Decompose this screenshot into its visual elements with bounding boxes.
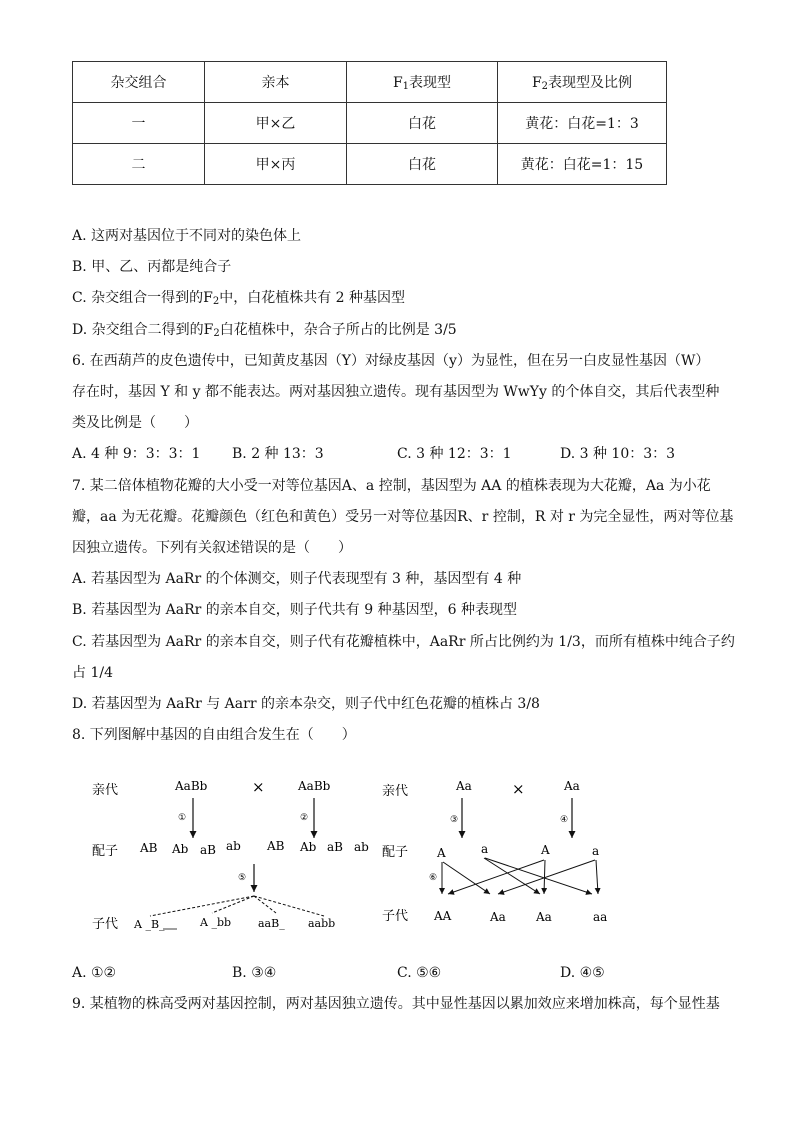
q7-option-c-line1: C. 若基因型为 AaRr 的亲本自交，则子代有花瓣植株中，AaRr 所占比例约为 1/3，而所有植株中纯合子约	[72, 634, 735, 650]
left-cross-sign: ×	[252, 778, 265, 796]
cell-f1: 白花	[347, 103, 498, 144]
left-offspring: A _B_	[134, 918, 165, 931]
q8-option-b: B. ③④	[232, 965, 277, 981]
left-step-2: ②	[300, 813, 309, 823]
cell-f2: 黄花：白花=1：3	[498, 103, 667, 144]
q7-option-b: B. 若基因型为 AaRr 的亲本自交，则子代共有 9 种基因型，6 种表现型	[72, 602, 517, 618]
header-cross-group: 杂交组合	[73, 62, 205, 103]
cell-group: 一	[73, 103, 205, 144]
left-gamete: Ab	[300, 840, 317, 854]
right-gamete: a	[481, 842, 489, 856]
right-step-4: ④	[560, 815, 569, 825]
header-f2-phenotype-ratio: $F_2$表现型及比例	[498, 62, 667, 103]
q6-stem-line2: 存在时，基因 Y 和 y 都不能表达。两对基因独立遗传。现有基因型为 WwYy 的个体自交，其后代表型种	[72, 384, 720, 400]
q8-option-a: A. ①②	[72, 965, 117, 981]
left-offspring: A _bb	[200, 916, 232, 929]
right-offspring: Aa	[536, 910, 552, 924]
table-row	[73, 144, 667, 185]
cell-parents: 甲×丙	[205, 144, 347, 185]
left-label-parent: 亲代	[92, 783, 119, 798]
right-combination-arrows	[442, 858, 598, 894]
table-row	[73, 103, 667, 144]
table-header-row	[73, 62, 667, 103]
right-step-3: ③	[450, 815, 459, 825]
q8-option-c: C. ⑤⑥	[397, 965, 442, 981]
header-parents: 亲本	[205, 62, 347, 103]
right-step-6: ⑥	[429, 873, 438, 883]
left-parent-1: AaBb	[175, 779, 208, 793]
right-label-gamete: 配子	[382, 845, 409, 860]
left-gamete: aB	[327, 840, 343, 854]
q7-option-c-line2: 占 1/4	[72, 665, 113, 681]
left-step-5: ⑤	[238, 873, 247, 883]
left-parent-2: AaBb	[298, 779, 331, 793]
right-label-offspring: 子代	[382, 909, 409, 924]
right-cross-sign: ×	[512, 780, 525, 798]
cross-results-table	[72, 61, 667, 185]
q5-option-c: C. 杂交组合一得到的$F_2$中，白花植株共有 2 种基因型	[72, 290, 406, 307]
q7-stem-line2: 瓣，aa 为无花瓣。花瓣颜色（红色和黄色）受另一对等位基因R、r 控制，R 对 r 为完全显性，两对等位基	[72, 509, 734, 525]
right-offspring: Aa	[490, 910, 506, 924]
q6-option-a: A. 4 种 9：3：3：1	[72, 446, 201, 462]
left-offspring: aabb	[308, 917, 336, 930]
q8-option-d: D. ④⑤	[560, 965, 605, 981]
left-dashed-lines	[150, 896, 324, 916]
cell-group: 二	[73, 144, 205, 185]
left-label-offspring: 子代	[92, 917, 119, 932]
left-gamete: AB	[140, 841, 158, 855]
cell-parents: 甲×乙	[205, 103, 347, 144]
left-gamete: AB	[267, 839, 285, 853]
right-parent-2: Aa	[564, 779, 580, 793]
right-parent-1: Aa	[456, 779, 472, 793]
q6-stem-line3: 类及比例是（ ）	[72, 415, 198, 431]
q5-option-d: D. 杂交组合二得到的$F_2$白花植株中，杂合子所占的比例是 3/5	[72, 322, 457, 339]
right-offspring: aa	[593, 910, 608, 924]
cell-f1: 白花	[347, 144, 498, 185]
right-offspring: AA	[434, 909, 452, 923]
left-gamete: Ab	[172, 842, 189, 856]
q6-option-c: C. 3 种 12：3：1	[397, 446, 512, 462]
left-gamete: ab	[354, 840, 369, 854]
cell-f2: 黄花：白花=1：15	[498, 144, 667, 185]
q7-option-a: A. 若基因型为 AaRr 的个体测交，则子代表现型有 3 种，基因型有 4 种	[72, 571, 522, 587]
q7-stem-line1: 7. 某二倍体植物花瓣的大小受一对等位基因A、a 控制，基因型为 AA 的植株表现为大花瓣，Aa 为小花	[72, 478, 711, 494]
q5-option-a: A. 这两对基因位于不同对的染色体上	[72, 228, 302, 244]
header-f1-phenotype: $F_1$表现型	[347, 62, 498, 103]
q7-option-d: D. 若基因型为 AaRr 与 Aarr 的亲本杂交，则子代中红色花瓣的植株占 3/8	[72, 696, 540, 712]
left-label-gamete: 配子	[92, 844, 119, 859]
right-gamete: A	[541, 843, 550, 857]
left-gamete: aB	[200, 843, 216, 857]
q9-stem-line1: 9. 某植物的株高受两对基因控制，两对基因独立遗传。其中显性基因以累加效应来增加株高，每个显性基	[72, 996, 720, 1012]
q8-stem: 8. 下列图解中基因的自由组合发生在（ ）	[72, 727, 356, 743]
q6-stem-line1: 6. 在西葫芦的皮色遗传中，已知黄皮基因（Y）对绿皮基因（y）为显性，但在另一白皮显性基因（W）	[72, 353, 710, 369]
left-offspring: aaB_	[258, 917, 285, 930]
left-gamete: ab	[226, 839, 241, 853]
right-gamete: A	[437, 846, 446, 860]
right-gamete: a	[592, 844, 600, 858]
free-combination-diagram	[72, 770, 632, 945]
q7-stem-line3: 因独立遗传。下列有关叙述错误的是（ ）	[72, 540, 352, 556]
left-step-1: ①	[178, 813, 187, 823]
q6-option-b: B. 2 种 13：3	[232, 446, 324, 462]
q6-option-d: D. 3 种 10：3：3	[560, 446, 676, 462]
q5-option-b: B. 甲、乙、丙都是纯合子	[72, 259, 232, 275]
right-label-parent: 亲代	[382, 784, 409, 799]
